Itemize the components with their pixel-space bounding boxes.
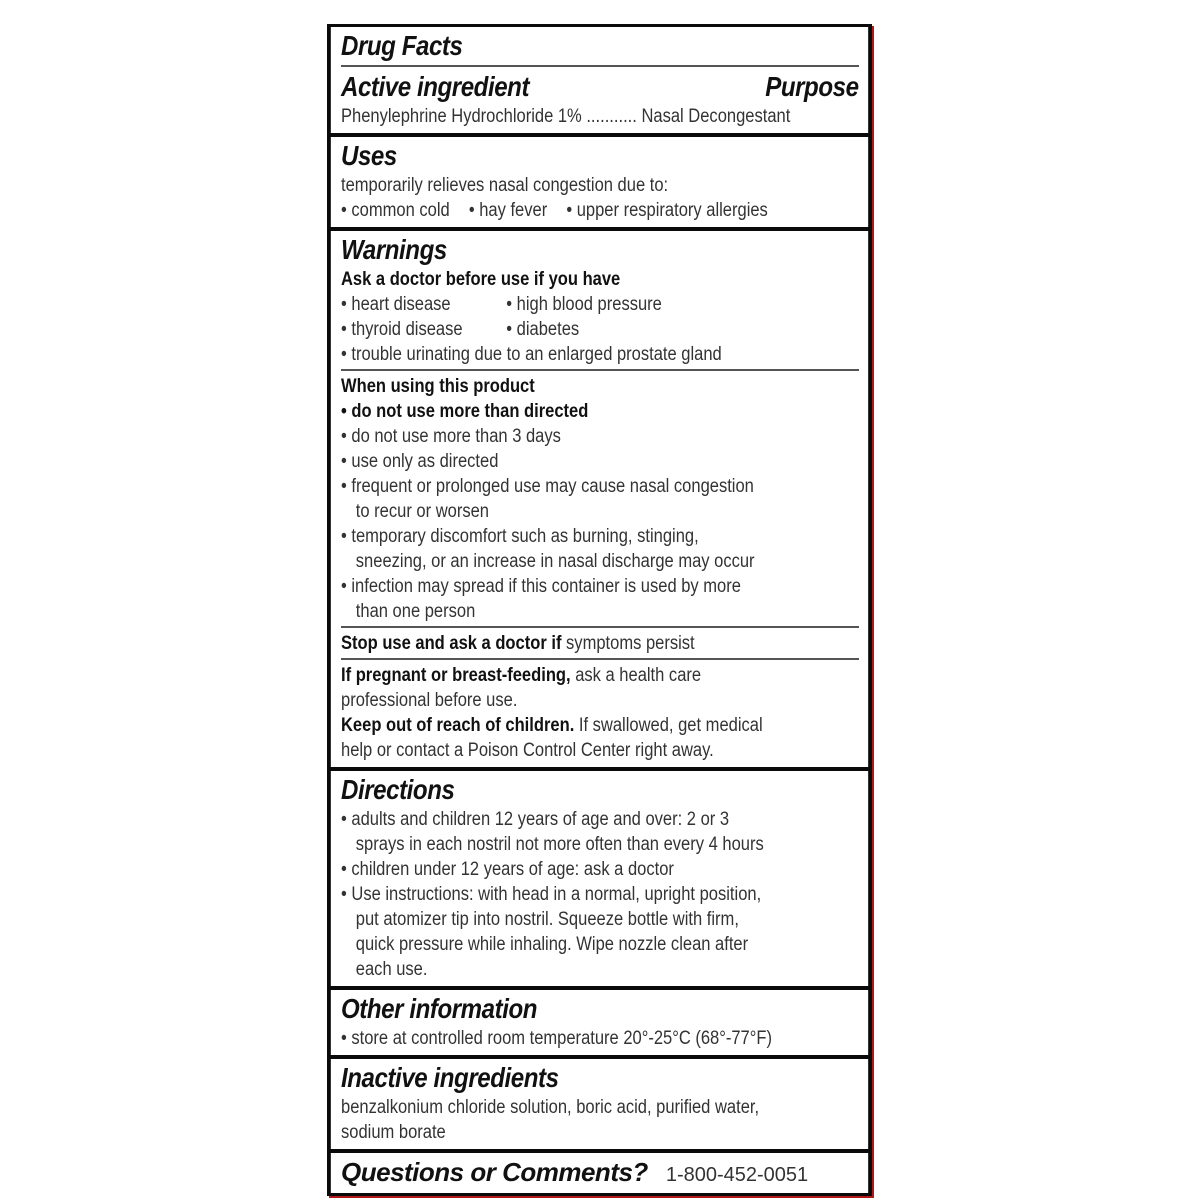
directions-heading: Directions [341, 774, 455, 805]
list-item: • Use instructions: with head in a normal, upright position, [341, 884, 762, 905]
list-item: • frequent or prolonged use may cause nasal congestion [341, 476, 754, 497]
inactive-line: sodium borate [341, 1122, 446, 1143]
list-item: • trouble urinating due to an enlarged prostate gland [341, 344, 722, 365]
uses-list [341, 198, 792, 223]
list-item: • thyroid disease [341, 319, 463, 340]
list-item: • heart disease [341, 294, 451, 315]
divider [341, 626, 859, 628]
list-item: • diabetes [506, 319, 580, 340]
section-warnings [330, 231, 869, 767]
list-item-cont: to recur or worsen [355, 501, 490, 522]
active-ingredient-heading: Active ingredient [341, 71, 530, 102]
divider [341, 369, 859, 371]
ask-doctor-title: Ask a doctor before use if you have [341, 269, 621, 290]
list-item-cont: sneezing, or an increase in nasal discharge may occur [355, 551, 755, 572]
section-header-active [330, 27, 869, 133]
warnings-heading: Warnings [341, 234, 447, 265]
section-inactive-ingredients [330, 1059, 869, 1149]
active-ingredient-line: Phenylephrine Hydrochloride 1% ........... Nasal Decongestant [341, 106, 791, 127]
pregnant-line2: professional before use. [341, 690, 518, 711]
when-using-title: When using this product [341, 376, 535, 397]
uses-intro: temporarily relieves nasal congestion due to: [341, 175, 669, 196]
drug-facts-title: Drug Facts [341, 30, 463, 61]
list-item-cont: quick pressure while inhaling. Wipe nozzle clean after [355, 934, 749, 955]
other-info-heading: Other information [341, 993, 538, 1024]
list-item: • do not use more than 3 days [341, 426, 561, 447]
inactive-heading: Inactive ingredients [341, 1062, 559, 1093]
list-item: • store at controlled room temperature 20°-25°C (68°-77°F) [341, 1028, 772, 1049]
list-item-cont: each use. [355, 959, 428, 980]
list-item: • hay fever [468, 200, 548, 221]
list-item-cont: put atomizer tip into nostril. Squeeze bottle with firm, [355, 909, 739, 930]
list-item-cont: than one person [355, 601, 476, 622]
drug-facts-label [327, 24, 872, 1196]
list-item: • children under 12 years of age: ask a doctor [341, 859, 674, 880]
pregnant-bold: If pregnant or breast-feeding, [341, 665, 571, 686]
pregnant-text: ask a health care [570, 665, 702, 686]
uses-heading: Uses [341, 140, 397, 171]
questions-heading: Questions or Comments? [341, 1157, 648, 1187]
list-item: • infection may spread if this container is used by more [341, 576, 741, 597]
phone-number: 1-800-452-0051 [665, 1164, 809, 1186]
list-item: • adults and children 12 years of age and over: 2 or 3 [341, 809, 730, 830]
list-item: • do not use more than directed [341, 401, 589, 422]
section-uses [330, 137, 869, 227]
list-item: • high blood pressure [506, 294, 662, 315]
ask-doctor-row [341, 292, 792, 317]
children-bold: Keep out of reach of children. [341, 715, 575, 736]
list-item: • temporary discomfort such as burning, stinging, [341, 526, 699, 547]
children-line [341, 713, 792, 738]
list-item: • common cold [341, 200, 450, 221]
children-text: If swallowed, get medical [574, 715, 763, 736]
children-line2: help or contact a Poison Control Center right away. [341, 740, 714, 761]
section-other-information [330, 990, 869, 1055]
section-questions [330, 1153, 869, 1193]
list-item: • upper respiratory allergies [566, 200, 768, 221]
pregnant-line [341, 663, 792, 688]
stop-use-text: symptoms persist [561, 633, 695, 654]
list-item: • use only as directed [341, 451, 499, 472]
inactive-line: benzalkonium chloride solution, boric acid, purified water, [341, 1097, 760, 1118]
list-item-cont: sprays in each nostril not more often than every 4 hours [355, 834, 764, 855]
stop-use-bold: Stop use and ask a doctor if [341, 633, 562, 654]
ask-doctor-row [341, 317, 792, 342]
divider [341, 658, 859, 660]
purpose-heading: Purpose [765, 71, 859, 102]
stop-use-line [341, 631, 792, 656]
section-directions [330, 771, 869, 986]
divider [341, 65, 859, 67]
